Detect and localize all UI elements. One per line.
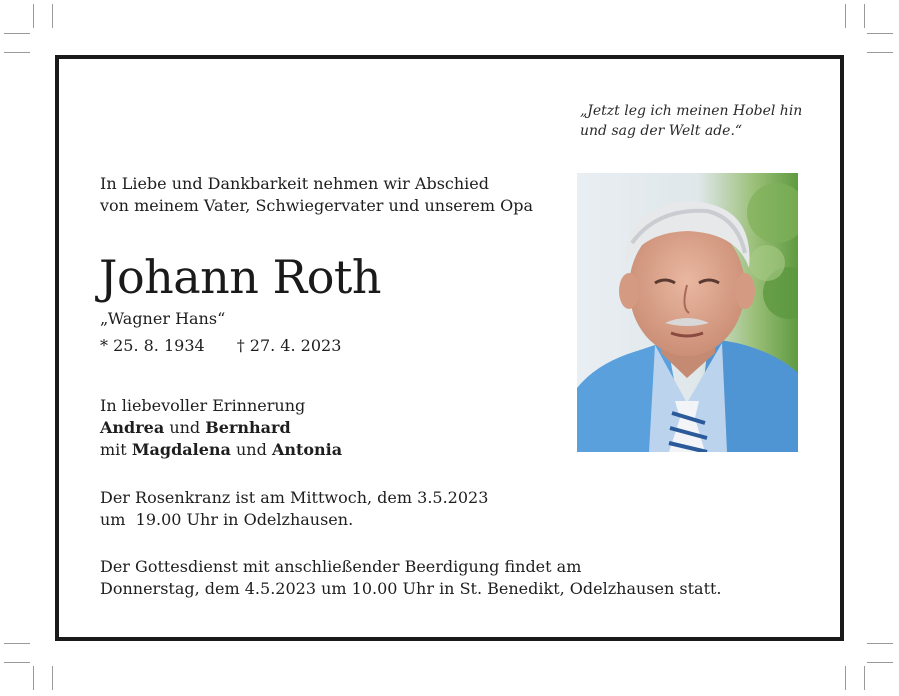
intro-line-1: In Liebe und Dankbarkeit nehmen wir Abschied bbox=[100, 174, 490, 193]
life-dates bbox=[100, 335, 341, 357]
rosary-line-2: um 19.00 Uhr in Odelzhausen. bbox=[100, 510, 354, 529]
crop-mark bbox=[52, 4, 53, 28]
crop-mark bbox=[4, 33, 30, 34]
birth-date: * 25. 8. 1934 bbox=[100, 336, 205, 355]
conjunction: und bbox=[169, 418, 201, 437]
crop-mark bbox=[33, 4, 34, 28]
crop-mark bbox=[52, 666, 53, 690]
mourner-name: Antonia bbox=[271, 440, 343, 459]
memory-line: In liebevoller Erinnerung bbox=[100, 396, 306, 415]
death-date: † 27. 4. 2023 bbox=[236, 336, 342, 355]
conjunction: und bbox=[235, 440, 267, 459]
funeral-service-info bbox=[100, 556, 722, 600]
portrait-illustration bbox=[577, 173, 798, 452]
service-line-2: Donnerstag, dem 4.5.2023 um 10.00 Uhr in St. Benedikt, Odelzhausen statt. bbox=[100, 579, 722, 598]
crop-mark bbox=[864, 666, 865, 690]
crop-mark bbox=[867, 52, 893, 53]
crop-mark bbox=[867, 33, 893, 34]
deceased-nickname: „Wagner Hans“ bbox=[100, 309, 226, 328]
intro-text bbox=[100, 173, 533, 217]
obituary-card bbox=[55, 55, 844, 641]
portrait-photo bbox=[577, 173, 798, 452]
crop-mark bbox=[845, 666, 846, 690]
crop-mark bbox=[4, 662, 30, 663]
mourner-name: Bernhard bbox=[205, 418, 291, 437]
crop-mark bbox=[867, 643, 893, 644]
mourner-name: Magdalena bbox=[131, 440, 231, 459]
intro-line-2: von meinem Vater, Schwiegervater und unserem Opa bbox=[100, 196, 534, 215]
crop-mark bbox=[864, 4, 865, 28]
mourners-line-3 bbox=[100, 439, 342, 461]
mourner-name: Andrea bbox=[100, 418, 165, 437]
conjunction: mit bbox=[100, 440, 127, 459]
crop-mark bbox=[845, 4, 846, 28]
mourners-line-2 bbox=[100, 417, 342, 439]
crop-mark bbox=[867, 662, 893, 663]
crop-mark bbox=[4, 643, 30, 644]
mourners-block bbox=[100, 395, 342, 461]
epitaph-quote bbox=[580, 101, 802, 141]
service-line-1: Der Gottesdienst mit anschließender Beerdigung findet am bbox=[100, 557, 582, 576]
deceased-name: Johann Roth bbox=[99, 250, 381, 304]
rosary-info bbox=[100, 487, 488, 531]
crop-mark bbox=[4, 52, 30, 53]
crop-mark bbox=[33, 666, 34, 690]
quote-line-1: „Jetzt leg ich meinen Hobel hin bbox=[580, 103, 803, 119]
quote-line-2: und sag der Welt ade.“ bbox=[580, 123, 743, 139]
rosary-line-1: Der Rosenkranz ist am Mittwoch, dem 3.5.2023 bbox=[100, 488, 489, 507]
